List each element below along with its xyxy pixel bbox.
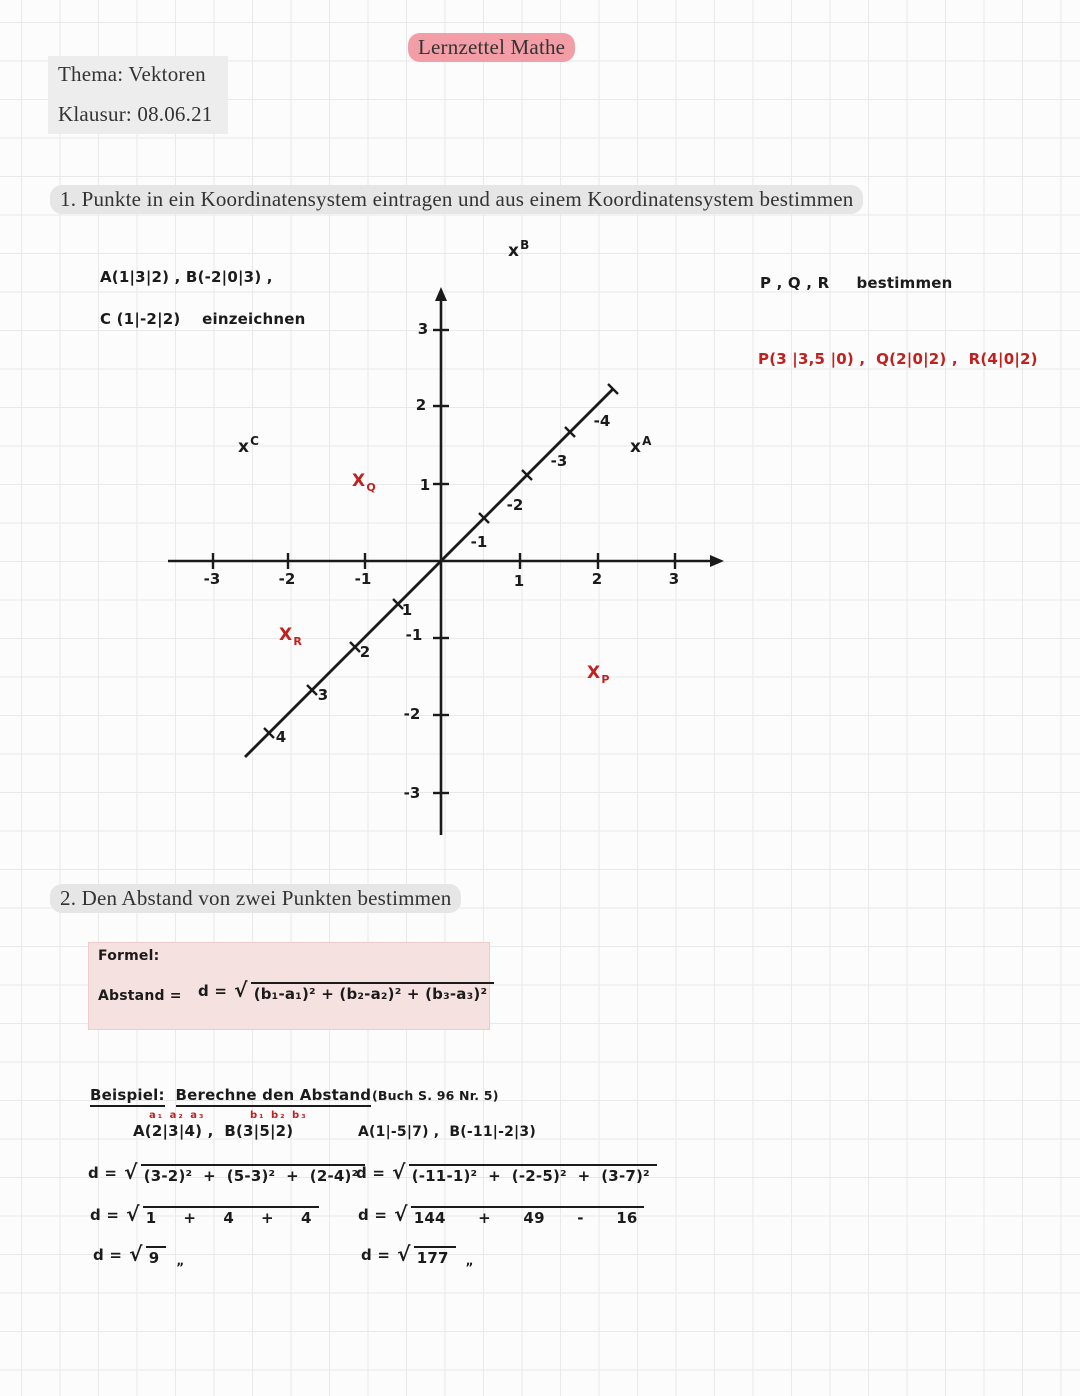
radical-sign: √: [124, 1160, 138, 1184]
x-mark: X: [352, 471, 366, 491]
radicand: (-11-1)² + (-2-5)² + (3-7)²: [409, 1164, 657, 1185]
x1-tick-label: -1: [470, 533, 488, 551]
end-mark: „: [176, 1254, 185, 1268]
radical-sign: √: [394, 1202, 408, 1226]
section-1-heading: 1. Punkte in ein Koordinatensystem eintragen und aus einem Koordinatensystem bestimmen: [50, 185, 863, 214]
example-line: [90, 1086, 371, 1104]
radicand: 1 + 4 + 4: [143, 1206, 319, 1227]
point-marker-B: [508, 238, 530, 260]
point-label: B: [520, 238, 530, 252]
x3-tick-label: -3: [403, 784, 421, 802]
point-marker-Q: [352, 472, 376, 494]
task-points-line2: C (1|-2|2) einzeichnen: [100, 310, 306, 328]
x-mark: x: [238, 437, 250, 457]
x3-tick-label: -1: [405, 626, 423, 644]
abstand-label: Abstand =: [98, 988, 182, 1004]
point-marker-A: [630, 434, 652, 456]
radicand: (3-2)² + (5-3)² + (2-4)²: [141, 1164, 366, 1185]
left-example-points: A(2|3|4) , B(3|5|2): [133, 1122, 294, 1140]
x-mark: X: [587, 663, 601, 683]
point-marker-R: [279, 626, 302, 648]
d-equals: d =: [93, 1246, 123, 1264]
coordinate-system-axes: [150, 225, 750, 855]
x1-tick-label: 4: [275, 728, 287, 746]
formula-label: Formel:: [98, 948, 160, 964]
b-coordinate-labels: b₁ b₂ b₃: [250, 1110, 308, 1121]
formula-radicand: (b₁-a₁)² + (b₂-a₂)² + (b₃-a₃)²: [251, 982, 495, 1003]
x2-tick-label: -2: [278, 570, 296, 588]
task-points-line1: A(1|3|2) , B(-2|0|3) ,: [100, 268, 273, 286]
point-label: C: [250, 434, 260, 448]
x1-tick-label: -2: [506, 496, 524, 514]
right-example-points: A(1|-5|7) , B(-11|-2|3): [358, 1124, 536, 1140]
x2-tick-label: -3: [203, 570, 221, 588]
example-source: (Buch S. 96 Nr. 5): [372, 1088, 499, 1103]
x2-tick-label: 3: [668, 570, 680, 588]
x1-tick-label: 3: [317, 686, 329, 704]
radicand: 177: [414, 1246, 456, 1267]
a-coordinate-labels: a₁ a₂ a₃: [149, 1110, 206, 1121]
radical-sign: √: [126, 1202, 140, 1226]
radical-sign: √: [397, 1242, 411, 1266]
gap: [165, 1086, 176, 1104]
point-label: P: [601, 673, 610, 686]
x-mark: x: [630, 437, 642, 457]
x3-tick-label: 1: [419, 476, 431, 494]
right-calc-step-2: [358, 1202, 644, 1227]
radical-sign: √: [129, 1242, 143, 1266]
left-calc-step-2: [90, 1202, 319, 1227]
topic-label: Thema: Vektoren: [58, 62, 206, 86]
point-marker-C: [238, 434, 259, 456]
d-equals: d =: [88, 1164, 118, 1182]
point-marker-P: [587, 664, 610, 686]
example-title: Berechne den Abstand: [176, 1086, 372, 1107]
x3-tick-label: 3: [417, 320, 429, 338]
radicand: 144 + 49 - 16: [411, 1206, 645, 1227]
d-equals: d =: [361, 1246, 391, 1264]
left-calc-result: [93, 1242, 185, 1268]
x1-tick-label: 1: [401, 601, 413, 619]
d-equals: d =: [90, 1206, 120, 1224]
radical-sign: √: [234, 978, 248, 1002]
x2-tick-label: 1: [513, 572, 525, 590]
point-label: R: [293, 635, 302, 648]
x2-tick-label: -1: [354, 570, 372, 588]
point-label: Q: [366, 481, 376, 494]
d-equals: d =: [358, 1206, 388, 1224]
x1-tick-label: -4: [593, 412, 611, 430]
end-mark: „: [465, 1254, 474, 1268]
pqr-task-note: P , Q , R bestimmen: [760, 274, 953, 292]
x3-tick-label: 2: [415, 396, 427, 414]
pqr-solution-note: P(3 |3,5 |0) , Q(2|0|2) , R(4|0|2): [758, 350, 1038, 368]
x1-tick-label: -3: [550, 452, 568, 470]
radicand: 9: [146, 1246, 167, 1267]
x-mark: X: [279, 625, 293, 645]
radical-sign: √: [392, 1160, 406, 1184]
right-calc-result: [361, 1242, 474, 1268]
x2-tick-label: 2: [591, 570, 603, 588]
x1-tick-label: 2: [359, 643, 371, 661]
point-label: A: [642, 434, 652, 448]
exam-date-label: Klausur: 08.06.21: [58, 102, 213, 126]
formula-lead: d =: [198, 982, 228, 1000]
distance-formula: [198, 978, 494, 1003]
x-mark: x: [508, 241, 520, 261]
d-equals: d =: [356, 1164, 386, 1182]
right-calc-step-1: [356, 1160, 657, 1185]
section-2-heading: 2. Den Abstand von zwei Punkten bestimmen: [50, 884, 461, 913]
left-calc-step-1: [88, 1160, 365, 1185]
page-title: Lernzettel Mathe: [408, 33, 575, 62]
example-label: Beispiel:: [90, 1086, 165, 1107]
x3-tick-label: -2: [403, 705, 421, 723]
